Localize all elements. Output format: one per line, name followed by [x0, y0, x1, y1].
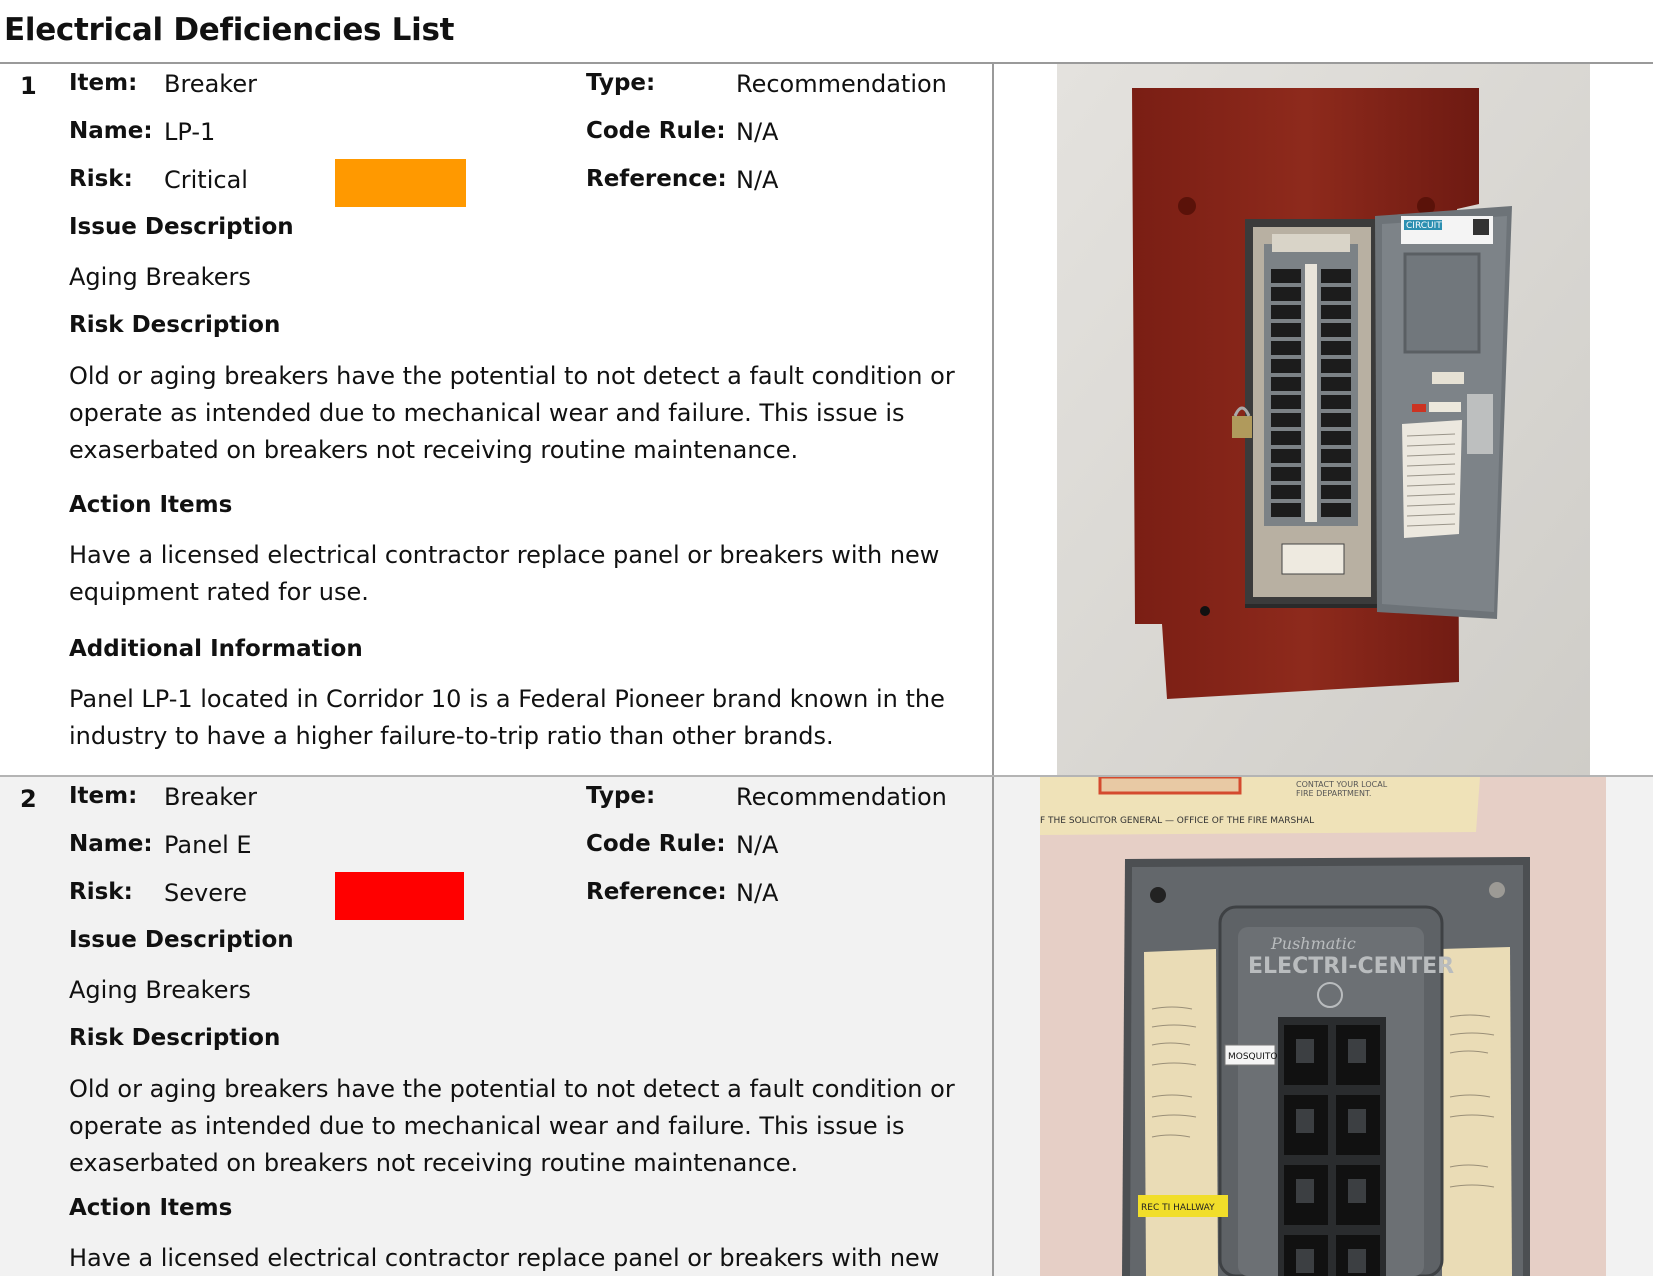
brand-script: Pushmatic — [1271, 934, 1356, 953]
deficiency-entry-2 — [0, 777, 1653, 1276]
additional-information-line: Panel LP-1 located in Corridor 10 is a Federal Pioneer brand known in the — [69, 685, 945, 713]
panel-photo — [1040, 777, 1606, 1276]
code-rule-label: Code Rule: — [586, 118, 726, 144]
column-divider — [992, 64, 994, 775]
risk-value: Severe — [164, 879, 248, 907]
risk-description-line: operate as intended due to mechanical wear and failure. This issue is — [69, 399, 905, 427]
risk-description-line: Old or aging breakers have the potential to not detect a fault condition or — [69, 1075, 955, 1103]
action-items-heading: Action Items — [69, 1195, 233, 1221]
tag-hallway: REC TI HALLWAY — [1141, 1203, 1215, 1213]
circuit-sticker-text: CIRCUIT — [1406, 221, 1442, 231]
reference-value: N/A — [736, 879, 779, 907]
tag-mosquito: MOSQUITO — [1228, 1052, 1278, 1062]
notice-line-1: CONTACT YOUR LOCAL — [1296, 780, 1388, 789]
action-items-line: equipment rated for use. — [69, 578, 369, 606]
item-value: Breaker — [164, 783, 257, 811]
additional-information-line: industry to have a higher failure-to-trip ratio than other brands. — [69, 722, 834, 750]
name-label: Name: — [69, 831, 153, 857]
name-label: Name: — [69, 118, 153, 144]
risk-description-line: operate as intended due to mechanical wear and failure. This issue is — [69, 1112, 905, 1140]
page-title: Electrical Deficiencies List — [4, 12, 455, 48]
entry-number: 1 — [20, 72, 37, 100]
reference-label: Reference: — [586, 879, 727, 905]
name-value: Panel E — [164, 831, 252, 859]
item-label: Item: — [69, 783, 138, 809]
issue-description-heading: Issue Description — [69, 927, 294, 953]
action-items-heading: Action Items — [69, 492, 233, 518]
type-value: Recommendation — [736, 783, 947, 811]
reference-label: Reference: — [586, 166, 727, 192]
risk-description-line: Old or aging breakers have the potential to not detect a fault condition or — [69, 362, 955, 390]
issue-description-text: Aging Breakers — [69, 263, 251, 291]
type-label: Type: — [586, 70, 656, 96]
risk-color-swatch — [335, 159, 466, 207]
risk-label: Risk: — [69, 166, 133, 192]
entry-number: 2 — [20, 785, 37, 813]
item-value: Breaker — [164, 70, 257, 98]
risk-color-swatch — [335, 872, 464, 920]
name-value: LP-1 — [164, 118, 216, 146]
type-value: Recommendation — [736, 70, 947, 98]
deficiency-entry-1 — [0, 64, 1653, 775]
risk-description-heading: Risk Description — [69, 1025, 281, 1051]
issue-description-heading: Issue Description — [69, 214, 294, 240]
issue-description-text: Aging Breakers — [69, 976, 251, 1004]
risk-description-line: exaserbated on breakers not receiving routine maintenance. — [69, 1149, 799, 1177]
brand-name: ELECTRI-CENTER — [1248, 954, 1455, 979]
type-label: Type: — [586, 783, 656, 809]
code-rule-label: Code Rule: — [586, 831, 726, 857]
reference-value: N/A — [736, 166, 779, 194]
action-items-line: Have a licensed electrical contractor replace panel or breakers with new — [69, 1244, 940, 1272]
risk-description-line: exaserbated on breakers not receiving routine maintenance. — [69, 436, 799, 464]
risk-description-heading: Risk Description — [69, 312, 281, 338]
item-label: Item: — [69, 70, 138, 96]
column-divider — [992, 777, 994, 1276]
additional-information-heading: Additional Information — [69, 636, 363, 662]
code-rule-value: N/A — [736, 118, 779, 146]
risk-value: Critical — [164, 166, 248, 194]
panel-photo — [1057, 64, 1590, 775]
risk-label: Risk: — [69, 879, 133, 905]
code-rule-value: N/A — [736, 831, 779, 859]
notice-line-2: FIRE DEPARTMENT. — [1296, 789, 1372, 798]
action-items-line: Have a licensed electrical contractor replace panel or breakers with new — [69, 541, 940, 569]
notice-footer: F THE SOLICITOR GENERAL — OFFICE OF THE FIRE MARSHAL — [1040, 816, 1315, 826]
